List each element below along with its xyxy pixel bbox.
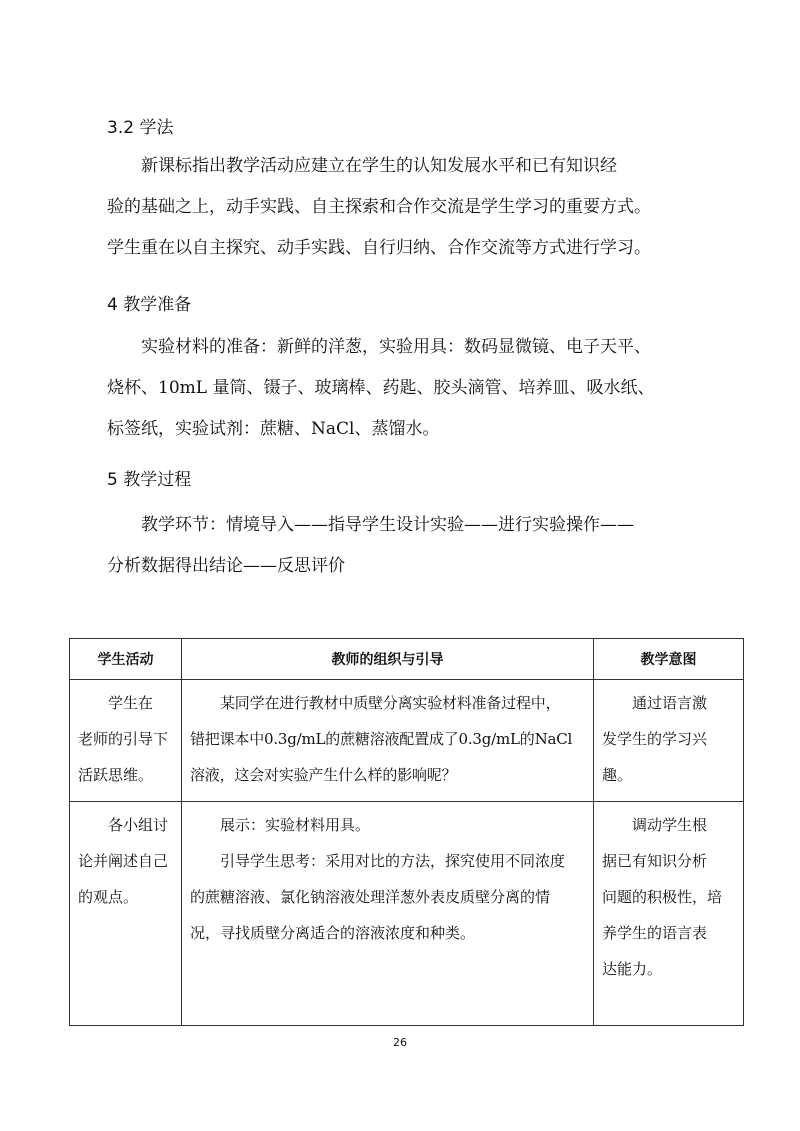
text-line: 验的基础之上，动手实践、自主探索和合作交流是学生学习的重要方式。 — [107, 197, 651, 217]
cell-line: 学生在 — [108, 694, 154, 712]
student-activity-cell — [70, 802, 182, 1026]
cell-line: 的蔗糖溶液、氯化钠溶液处理洋葱外表皮质壁分离的情 — [190, 888, 551, 906]
section-heading-study-method: 3.2 学法 — [107, 118, 174, 138]
cell-line: 引导学生思考：采用对比的方法，探究使用不同浓度 — [220, 852, 566, 870]
text-line: 标签纸，实验试剂：蔗糖、NaCl、蒸馏水。 — [107, 419, 440, 439]
cell-line: 溶液，这会对实验产生什么样的影响呢？ — [190, 766, 457, 784]
student-activity-cell — [70, 680, 182, 802]
paragraph-study-method — [107, 146, 697, 269]
cell-line: 养学生的语言表 — [602, 924, 708, 942]
table-row — [70, 680, 744, 802]
text-line: 教学环节：情境导入——指导学生设计实验——进行实验操作—— — [141, 515, 634, 535]
cell-line: 发学生的学习兴 — [602, 730, 708, 748]
cell-line: 的观点。 — [78, 888, 139, 906]
cell-line: 达能力。 — [602, 960, 663, 978]
cell-line: 调动学生根 — [632, 816, 708, 834]
column-header-student-activity: 学生活动 — [70, 639, 182, 680]
cell-line: 老师的引导下 — [78, 730, 169, 748]
cell-line: 论并阐述自己 — [78, 852, 169, 870]
text-line: 分析数据得出结论——反思评价 — [107, 556, 345, 576]
column-header-teaching-intent: 教学意图 — [594, 639, 744, 680]
cell-line: 通过语言激 — [632, 694, 708, 712]
text-line: 新课标指出教学活动应建立在学生的认知发展水平和已有知识经 — [141, 156, 617, 176]
cell-line: 况，寻找质壁分离适合的溶液浓度和种类。 — [190, 924, 476, 942]
section-heading-process: 5 教学过程 — [107, 470, 192, 490]
page-number: 26 — [393, 1036, 407, 1049]
cell-line: 某同学在进行教材中质壁分离实验材料准备过程中， — [220, 694, 561, 712]
column-header-teacher-guidance: 教师的组织与引导 — [182, 639, 594, 680]
teaching-intent-cell — [594, 680, 744, 802]
table-row — [70, 802, 744, 1026]
lesson-table — [69, 638, 744, 1026]
cell-line: 活跃思维。 — [78, 766, 154, 784]
paragraph-process — [107, 505, 697, 587]
section-heading-preparation: 4 教学准备 — [107, 295, 192, 315]
teacher-guidance-cell — [182, 802, 594, 1026]
text-line: 实验材料的准备：新鲜的洋葱，实验用具：数码显微镜、电子天平、 — [141, 337, 651, 357]
table-header-row — [70, 639, 744, 680]
cell-line: 各小组讨 — [108, 816, 169, 834]
cell-line: 展示：实验材料用具。 — [220, 816, 371, 834]
teacher-guidance-cell — [182, 680, 594, 802]
text-line: 学生重在以自主探究、动手实践、自行归纳、合作交流等方式进行学习。 — [107, 238, 651, 258]
cell-line: 问题的积极性，培 — [602, 888, 723, 906]
text-line: 烧杯、10mL 量筒、镊子、玻璃棒、药匙、胶头滴管、培养皿、吸水纸、 — [107, 378, 655, 398]
cell-line: 趣。 — [602, 766, 633, 784]
teaching-intent-cell — [594, 802, 744, 1026]
cell-line: 据已有知识分析 — [602, 852, 708, 870]
paragraph-preparation — [107, 327, 697, 450]
cell-line: 错把课本中0.3g/mL的蔗糖溶液配置成了0.3g/mL的NaCl — [190, 730, 573, 748]
